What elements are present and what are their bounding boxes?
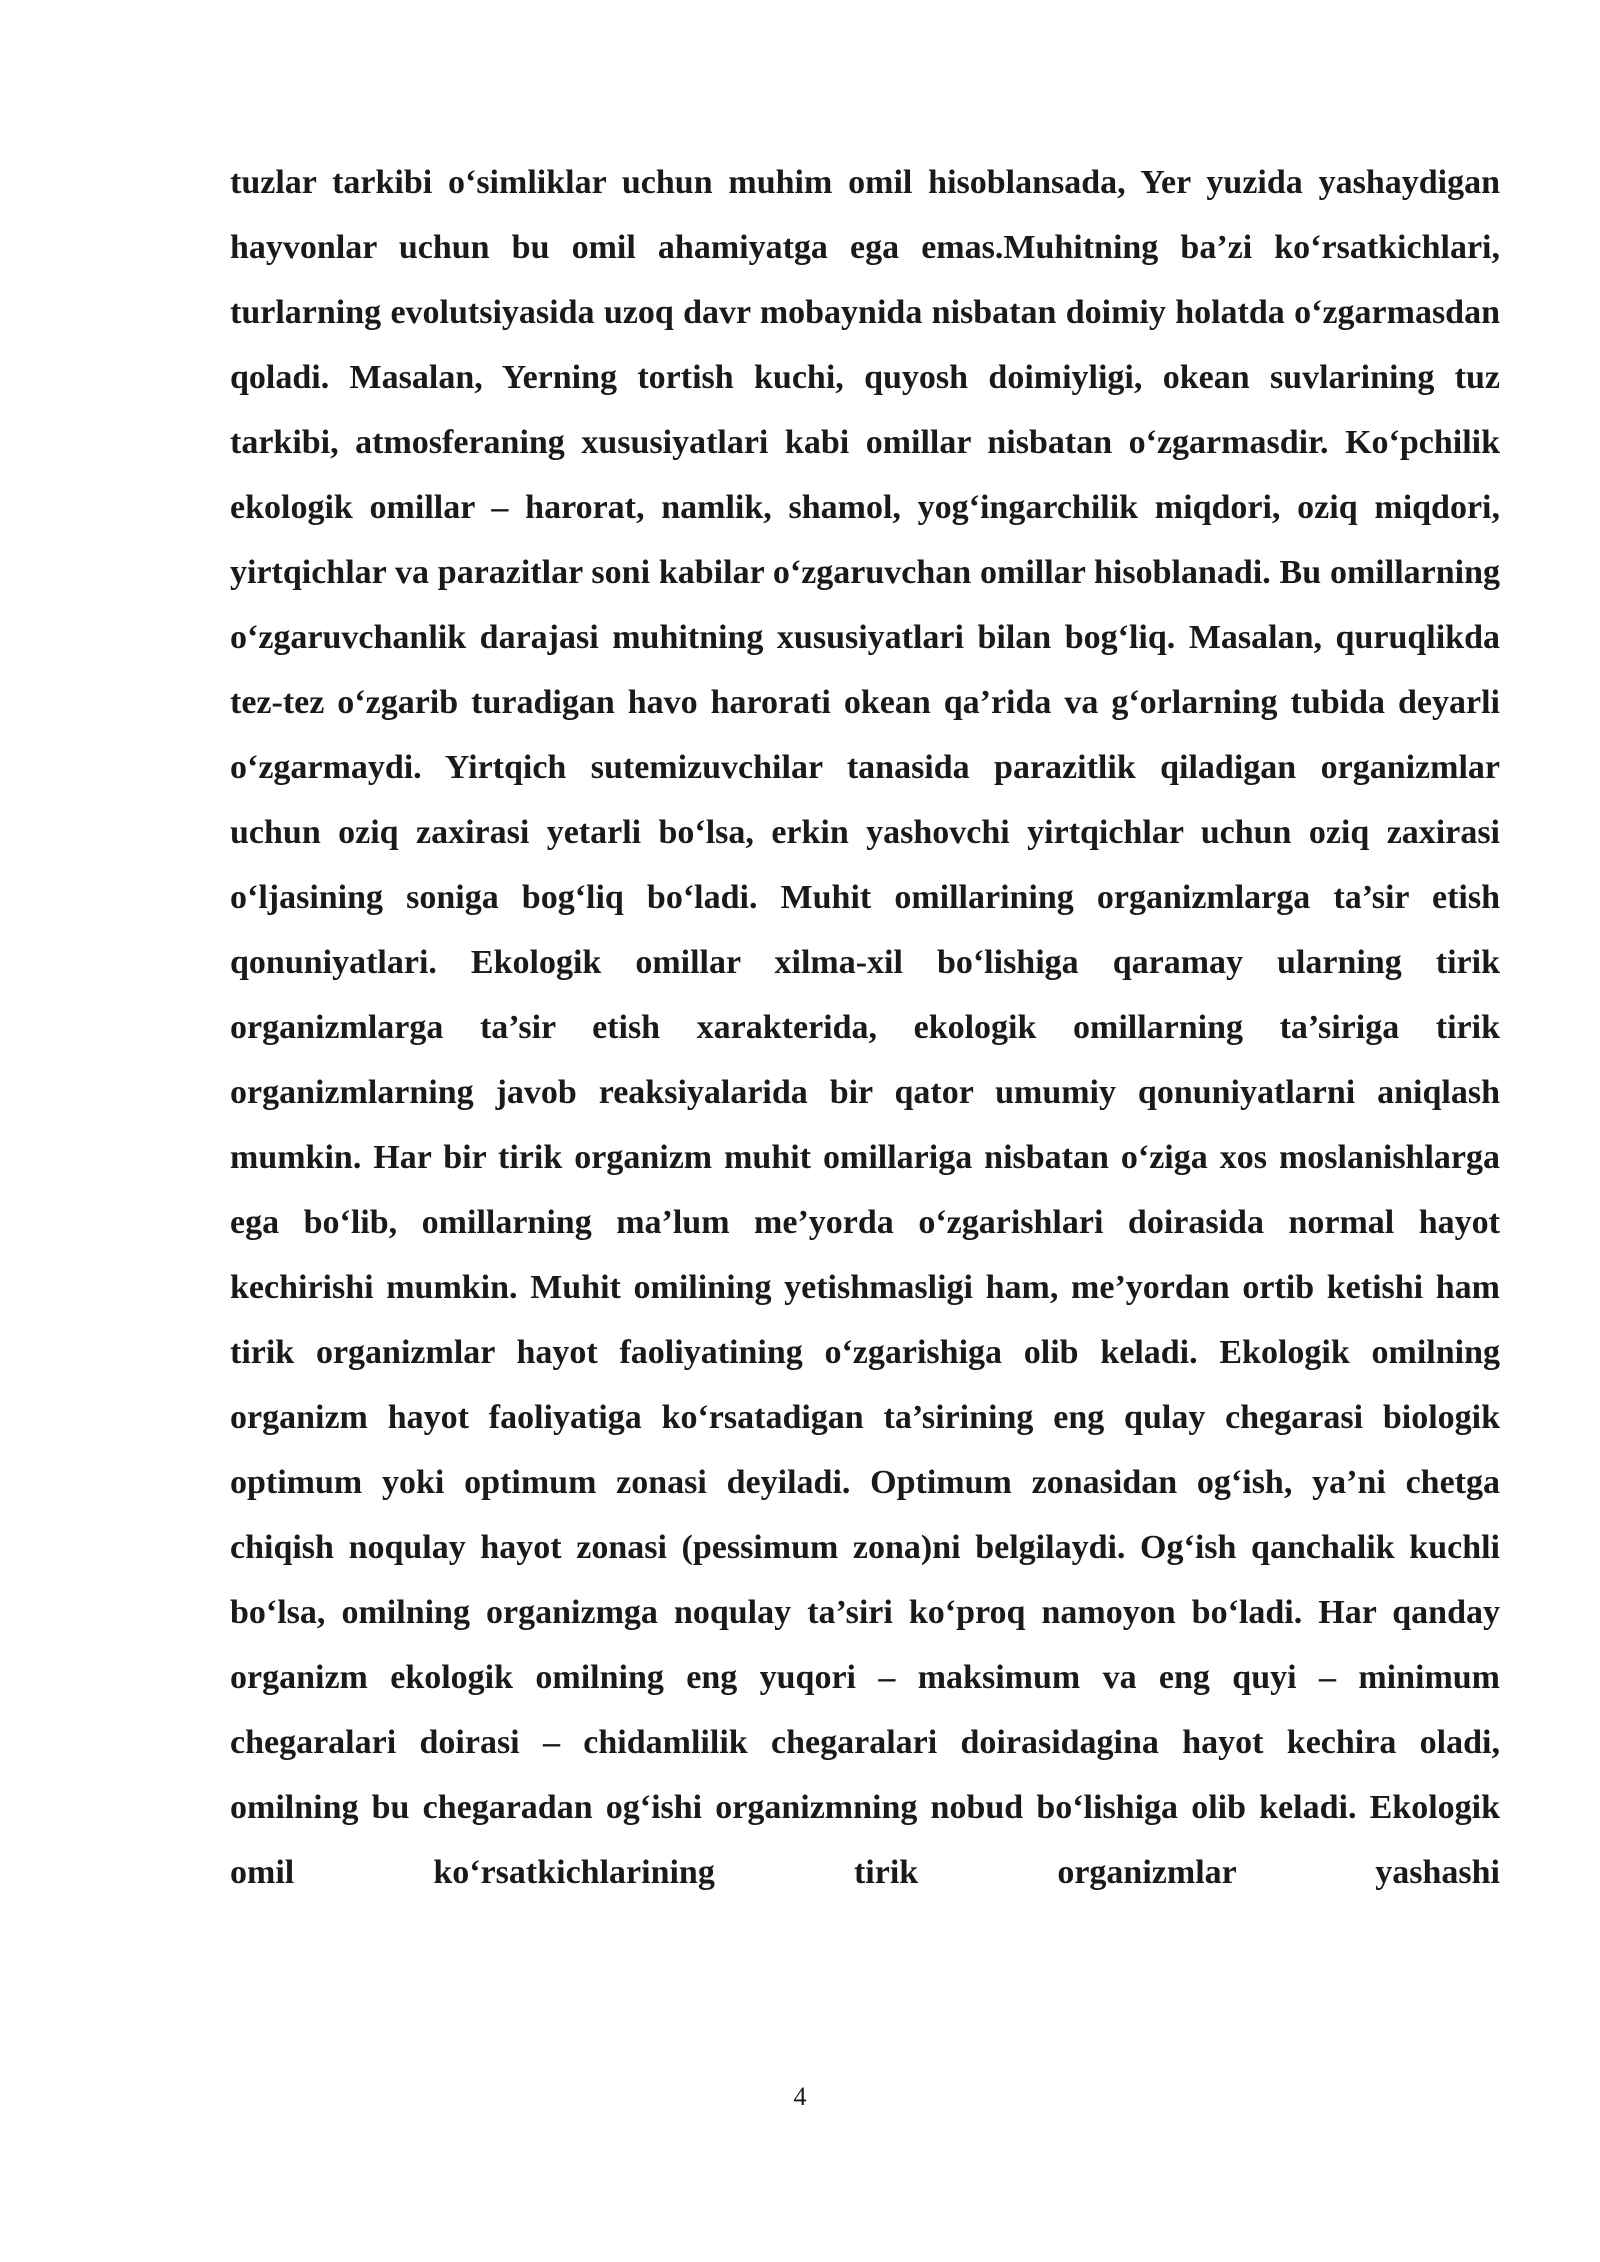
page-number: 4 [793, 2082, 807, 2111]
body-paragraph: tuzlar tarkibi o‘simliklar uchun muhim omil hisoblansada, Yer yuzida yashaydigan hayvonlar uchun bu omil ahamiyatga ega emas.Muhitning ba’zi ko‘rsatkichlari, turlarning evolutsiyasida uzoq davr mobaynida nisbatan doimiy holatda o‘zgarmasdan qoladi. Masalan, Yerning tortish kuchi, quyosh doimiyligi, okean suvlarining tuz tarkibi, atmosferaning xususiyatlari kabi omillar nisbatan o‘zgarmasdir. Ko‘pchilik ekologik omillar – harorat, namlik, shamol, yog‘ingarchilik miqdori, oziq miqdori, yirtqichlar va parazitlar soni kabilar o‘zgaruvchan omillar hisoblanadi. Bu omillarning o‘zgaruvchanlik darajasi muhitning xususiyatlari bilan bog‘liq. Masalan, quruqlikda tez-tez o‘zgarib turadigan havo harorati okean qa’rida va g‘orlarning tubida deyarli o‘zgarmaydi. Yirtqich sutemizuvchilar tanasida parazitlik qiladigan organizmlar uchun oziq zaxirasi yetarli bo‘lsa, erkin yashovchi yirtqichlar uchun oziq zaxirasi o‘ljasining soniga bog‘liq bo‘ladi. Muhit omillarining organizmlarga ta’sir etish qonuniyatlari. Ekologik omillar xilma-xil bo‘lishiga qaramay ularning tirik organizmlarga ta’sir etish xarakterida, ekologik omillarning ta’siriga tirik organizmlarning javob reaksiyalarida bir qator umumiy qonuniyatlarni aniqlash mumkin. Har bir tirik organizm muhit omillariga nisbatan o‘ziga xos moslanishlarga ega bo‘lib, omillarning ma’lum me’yorda o‘zgarishlari doirasida normal hayot kechirishi mumkin. Muhit omilining yetishmasligi ham, me’yordan ortib ketishi ham tirik organizmlar hayot faoliyatining o‘zgarishiga olib keladi. Ekologik omilning organizm hayot faoliyatiga ko‘rsatadigan ta’sirining eng qulay chegarasi biologik optimum yoki optimum zonasi deyiladi. Optimum zonasidan og‘ish, ya’ni chetga chiqish noqulay hayot zonasi (pessimum zona)ni belgilaydi. Og‘ish qanchalik kuchli bo‘lsa, omilning organizmga noqulay ta’siri ko‘proq namoyon bo‘ladi. Har qanday organizm ekologik omilning eng yuqori – maksimum va eng quyi – minimum chegaralari doirasi – chidamlilik chegaralari doirasidagina hayot kechira oladi, omilning bu chegaradan og‘ishi organizmning nobud bo‘lishiga olib keladi. Ekologik omil ko‘rsatkichlarining tirik organizmlar yashashi [230, 164, 1500, 1891]
